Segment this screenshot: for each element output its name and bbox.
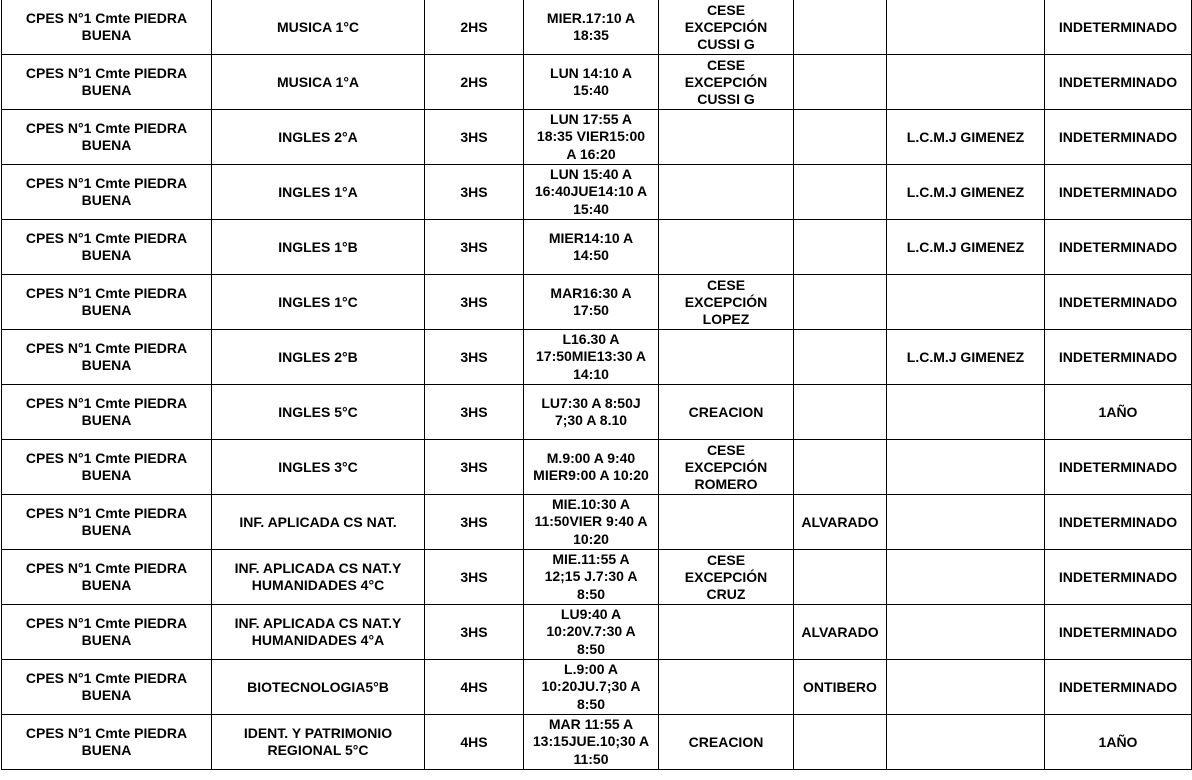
subject-cell-line: BIOTECNOLOGIA5°B [247, 678, 389, 695]
duration-cell [1045, 385, 1192, 440]
subject-cell-line: INF. APLICADA CS NAT.Y [234, 560, 402, 576]
school-cell [2, 385, 212, 440]
table-row [2, 605, 1192, 660]
schedule-cell-line: L.9:00 A [564, 660, 618, 677]
cause-cell [659, 0, 794, 55]
table-row [2, 385, 1192, 440]
cause-cell [659, 110, 794, 165]
teacher-b-cell [887, 605, 1045, 660]
duration-cell [1045, 110, 1192, 165]
duration-cell-text: 1AÑO [1098, 403, 1138, 420]
school-cell [2, 0, 212, 55]
teacher-a-cell [794, 55, 887, 110]
cause-cell-line: EXCEPCIÓN [684, 293, 768, 310]
teacher-a-cell [794, 0, 887, 55]
school-cell-line: BUENA [81, 632, 132, 648]
school-cell-line: BUENA [81, 302, 132, 318]
schedule-cell-line: LU9:40 A [560, 605, 622, 622]
school-cell [2, 275, 212, 330]
school-cell-line: BUENA [81, 577, 132, 593]
teacher-b-cell [887, 715, 1045, 770]
subject-cell [212, 330, 425, 385]
hours-cell [425, 275, 524, 330]
subject-cell-line: INGLES 1°B [278, 238, 358, 255]
subject-cell-line: HUMANIDADES 4°A [251, 632, 385, 648]
schedule-cell-line: 12;15 J.7:30 A [544, 568, 638, 585]
hours-cell [425, 385, 524, 440]
schedule-cell-line: 11:50VIER 9:40 A [534, 513, 648, 530]
school-cell-line: CPES N°1 Cmte PIEDRA [25, 175, 188, 191]
subject-cell-line: MUSICA 1°A [276, 73, 360, 90]
duration-cell-text: INDETERMINADO [1058, 568, 1178, 585]
hours-cell-text: 3HS [460, 568, 488, 585]
teacher-a-cell [794, 275, 887, 330]
school-cell [2, 550, 212, 605]
duration-cell [1045, 220, 1192, 275]
cause-cell-line: EXCEPCIÓN [684, 73, 768, 90]
school-cell [2, 660, 212, 715]
hours-cell [425, 165, 524, 220]
duration-cell-text: INDETERMINADO [1058, 678, 1178, 695]
cause-cell [659, 165, 794, 220]
duration-cell-text: INDETERMINADO [1058, 73, 1178, 90]
hours-cell-text: 3HS [460, 183, 488, 200]
schedule-cell [524, 55, 659, 110]
table-row [2, 165, 1192, 220]
schedule-cell-line: MIER14:10 A [548, 229, 634, 246]
cause-cell [659, 330, 794, 385]
schedule-cell [524, 660, 659, 715]
subject-cell [212, 220, 425, 275]
schedule-cell-line: 16:40JUE14:10 A [534, 183, 648, 200]
teacher-b-cell-line: L.C.M.J GIMENEZ [906, 238, 1025, 255]
cause-cell-line: CESE [706, 1, 746, 18]
schedule-cell-line: MIER.17:10 A [546, 9, 636, 26]
schedule-cell-line: 10:20V.7:30 A [546, 623, 636, 640]
schedule-cell-line: 18:35 VIER15:00 [536, 128, 646, 145]
cause-cell-line: LOPEZ [702, 310, 750, 327]
schedule-cell-line: 8:50 [576, 585, 606, 602]
cause-cell-line: EXCEPCIÓN [684, 458, 768, 475]
cause-cell [659, 275, 794, 330]
cause-cell-line: CREACION [688, 733, 764, 750]
duration-cell [1045, 660, 1192, 715]
school-cell-line: CPES N°1 Cmte PIEDRA [25, 505, 188, 521]
subject-cell [212, 385, 425, 440]
teacher-b-cell-line: L.C.M.J GIMENEZ [906, 128, 1025, 145]
teacher-a-cell-line: ALVARADO [801, 623, 879, 640]
hours-cell-text: 3HS [460, 348, 488, 365]
hours-cell [425, 440, 524, 495]
schedule-cell-line: M.9:00 A 9:40 [546, 449, 636, 466]
subject-cell [212, 495, 425, 550]
teacher-b-cell [887, 110, 1045, 165]
schedule-cell-line: 10:20 [573, 530, 609, 547]
teacher-b-cell [887, 495, 1045, 550]
duration-cell-text: INDETERMINADO [1058, 18, 1178, 35]
teacher-b-cell [887, 440, 1045, 495]
cause-cell-line: CESE [706, 276, 746, 293]
cause-cell-line: CREACION [688, 403, 764, 420]
hours-cell [425, 605, 524, 660]
table-row [2, 715, 1192, 770]
school-cell-line: BUENA [81, 467, 132, 483]
teacher-a-cell [794, 165, 887, 220]
schedule-cell [524, 440, 659, 495]
subject-cell-line: INGLES 1°C [278, 293, 358, 310]
duration-cell [1045, 330, 1192, 385]
school-cell [2, 605, 212, 660]
cause-cell [659, 440, 794, 495]
school-cell-line: BUENA [81, 192, 132, 208]
cause-cell-line: CRUZ [706, 585, 746, 602]
subject-cell-line: INF. APLICADA CS NAT.Y [234, 615, 402, 631]
schedule-cell [524, 385, 659, 440]
hours-cell-text: 2HS [460, 73, 488, 90]
teacher-a-cell [794, 550, 887, 605]
teacher-b-cell [887, 55, 1045, 110]
subject-cell-line: MUSICA 1°C [276, 18, 360, 35]
subject-cell-line: INGLES 1°A [278, 183, 358, 200]
teacher-a-cell [794, 605, 887, 660]
teacher-a-cell-line: ALVARADO [801, 513, 879, 530]
subject-cell [212, 275, 425, 330]
teacher-b-cell [887, 0, 1045, 55]
hours-cell [425, 220, 524, 275]
teacher-a-cell [794, 715, 887, 770]
hours-cell-text: 3HS [460, 293, 488, 310]
hours-cell-text: 3HS [460, 238, 488, 255]
school-cell-line: CPES N°1 Cmte PIEDRA [25, 670, 188, 686]
subject-cell [212, 165, 425, 220]
schedule-cell-line: LUN 17:55 A [550, 110, 632, 127]
hours-cell-text: 3HS [460, 128, 488, 145]
schedule-cell-line: 17:50MIE13:30 A [536, 348, 646, 365]
teacher-b-cell [887, 275, 1045, 330]
school-cell [2, 495, 212, 550]
school-cell-line: BUENA [81, 742, 132, 758]
schedule-cell-line: LUN 15:40 A [550, 165, 632, 182]
schedule-cell [524, 550, 659, 605]
school-cell [2, 715, 212, 770]
duration-cell [1045, 550, 1192, 605]
duration-cell-text: INDETERMINADO [1058, 458, 1178, 475]
schedule-cell-line: MAR 11:55 A [548, 715, 634, 732]
teacher-b-cell [887, 550, 1045, 605]
table-row [2, 495, 1192, 550]
schedule-cell-line: 14:10 [573, 365, 609, 382]
cause-cell [659, 220, 794, 275]
duration-cell [1045, 0, 1192, 55]
school-cell [2, 165, 212, 220]
table-row [2, 440, 1192, 495]
subject-cell [212, 550, 425, 605]
duration-cell [1045, 440, 1192, 495]
table-row [2, 330, 1192, 385]
schedule-cell [524, 495, 659, 550]
hours-cell [425, 715, 524, 770]
school-cell [2, 110, 212, 165]
subject-cell-line: IDENT. Y PATRIMONIO [243, 725, 393, 741]
table-row [2, 55, 1192, 110]
subject-cell [212, 55, 425, 110]
table-row [2, 0, 1192, 55]
table-body [2, 0, 1192, 770]
teacher-a-cell [794, 495, 887, 550]
duration-cell-text: INDETERMINADO [1058, 238, 1178, 255]
schedule-cell-line: 13:15JUE.10;30 A [532, 733, 650, 750]
school-cell-line: CPES N°1 Cmte PIEDRA [25, 285, 188, 301]
school-cell-line: BUENA [81, 357, 132, 373]
schedule-cell [524, 275, 659, 330]
hours-cell-text: 2HS [460, 18, 488, 35]
school-cell-line: CPES N°1 Cmte PIEDRA [25, 230, 188, 246]
schedule-cell [524, 0, 659, 55]
schedule-cell [524, 220, 659, 275]
cause-cell [659, 660, 794, 715]
schedule-cell-line: 18:35 [573, 27, 609, 43]
schedule-cell [524, 165, 659, 220]
hours-cell [425, 110, 524, 165]
school-cell-line: CPES N°1 Cmte PIEDRA [25, 615, 188, 631]
hours-cell-text: 3HS [460, 623, 488, 640]
schedule-cell-line: MIE.10:30 A [551, 495, 631, 512]
schedule-cell-line: L16.30 A [562, 330, 620, 347]
duration-cell [1045, 55, 1192, 110]
hours-cell-text: 3HS [460, 513, 488, 530]
hours-cell-text: 4HS [460, 733, 488, 750]
duration-cell [1045, 605, 1192, 660]
teacher-a-cell [794, 440, 887, 495]
school-cell-line: CPES N°1 Cmte PIEDRA [25, 450, 188, 466]
cause-cell-line: EXCEPCIÓN [684, 568, 768, 585]
subject-cell-line: INGLES 3°C [278, 458, 358, 475]
duration-cell-text: INDETERMINADO [1058, 128, 1178, 145]
cause-cell-line: CESE [706, 441, 746, 458]
schedule-cell-line: 8:50 [576, 695, 606, 712]
school-cell-line: CPES N°1 Cmte PIEDRA [25, 10, 188, 26]
teacher-a-cell-line: ONTIBERO [803, 678, 877, 695]
teacher-b-cell [887, 385, 1045, 440]
hours-cell [425, 330, 524, 385]
table-row [2, 660, 1192, 715]
schedule-cell-line: A 16:20 [566, 145, 616, 162]
school-cell-line: CPES N°1 Cmte PIEDRA [25, 560, 188, 576]
table-row [2, 550, 1192, 605]
duration-cell-text: INDETERMINADO [1058, 348, 1178, 365]
school-cell [2, 55, 212, 110]
subject-cell [212, 660, 425, 715]
schedule-cell-line: MIE.11:55 A [552, 550, 630, 567]
subject-cell-line: INGLES 5°C [278, 403, 358, 420]
schedule-cell [524, 605, 659, 660]
schedule-cell-line: 8:50 [576, 640, 606, 657]
school-cell-line: BUENA [81, 687, 132, 703]
subject-cell-line: REGIONAL 5°C [267, 742, 369, 758]
schedule-cell [524, 715, 659, 770]
table-row [2, 110, 1192, 165]
teacher-a-cell [794, 110, 887, 165]
schedule-cell-line: 15:40 [573, 82, 609, 98]
schedule-cell-line: 7;30 A 8.10 [554, 412, 628, 428]
cause-cell-line: CESE [706, 56, 746, 73]
cause-cell-line: ROMERO [694, 475, 758, 492]
schedule-cell-line: MIER9:00 A 10:20 [533, 467, 649, 483]
subject-cell-line: INGLES 2°A [278, 128, 358, 145]
schedule-cell-line: 17:50 [573, 302, 609, 318]
school-cell-line: CPES N°1 Cmte PIEDRA [25, 395, 188, 411]
duration-cell-text: INDETERMINADO [1058, 513, 1178, 530]
cause-cell [659, 495, 794, 550]
hours-cell-text: 3HS [460, 458, 488, 475]
teacher-b-cell [887, 220, 1045, 275]
hours-cell [425, 550, 524, 605]
school-cell-line: CPES N°1 Cmte PIEDRA [25, 65, 188, 81]
schedule-cell-line: 14:50 [573, 247, 609, 263]
schedule-cell-line: 10:20JU.7;30 A [541, 678, 641, 695]
schedule-cell-line: 11:50 [573, 750, 609, 767]
table-row [2, 220, 1192, 275]
school-cell-line: BUENA [81, 412, 132, 428]
school-cell [2, 220, 212, 275]
duration-cell [1045, 495, 1192, 550]
designations-table [1, 0, 1192, 770]
school-cell [2, 440, 212, 495]
subject-cell-line: HUMANIDADES 4°C [251, 577, 385, 593]
duration-cell-text: INDETERMINADO [1058, 623, 1178, 640]
hours-cell [425, 660, 524, 715]
cause-cell-line: CESE [706, 551, 746, 568]
schedule-cell [524, 330, 659, 385]
subject-cell [212, 110, 425, 165]
subject-cell-line: INGLES 2°B [278, 348, 358, 365]
hours-cell [425, 0, 524, 55]
schedule-cell-line: MAR16:30 A [550, 284, 632, 301]
cause-cell-line: CUSSI G [697, 90, 755, 107]
teacher-b-cell [887, 660, 1045, 715]
teacher-a-cell [794, 330, 887, 385]
cause-cell-line: EXCEPCIÓN [684, 18, 768, 35]
school-cell-line: CPES N°1 Cmte PIEDRA [25, 120, 188, 136]
teacher-b-cell-line: L.C.M.J GIMENEZ [906, 183, 1025, 200]
cause-cell-line: CUSSI G [697, 35, 755, 52]
hours-cell-text: 4HS [460, 678, 488, 695]
school-cell [2, 330, 212, 385]
duration-cell-text: INDETERMINADO [1058, 183, 1178, 200]
duration-cell-text: INDETERMINADO [1058, 293, 1178, 310]
school-cell-line: BUENA [81, 27, 132, 43]
subject-cell [212, 0, 425, 55]
school-cell-line: CPES N°1 Cmte PIEDRA [25, 725, 188, 741]
subject-cell-line: INF. APLICADA CS NAT. [239, 513, 397, 530]
hours-cell [425, 495, 524, 550]
school-cell-line: CPES N°1 Cmte PIEDRA [25, 340, 188, 356]
duration-cell-text: 1AÑO [1098, 733, 1138, 750]
teacher-b-cell [887, 330, 1045, 385]
school-cell-line: BUENA [81, 82, 132, 98]
school-cell-line: BUENA [81, 137, 132, 153]
subject-cell [212, 715, 425, 770]
schedule-cell-line: LUN 14:10 A [550, 64, 632, 81]
subject-cell [212, 440, 425, 495]
hours-cell [425, 55, 524, 110]
teacher-a-cell [794, 385, 887, 440]
teacher-a-cell [794, 220, 887, 275]
cause-cell [659, 55, 794, 110]
cause-cell [659, 715, 794, 770]
school-cell-line: BUENA [81, 247, 132, 263]
duration-cell [1045, 275, 1192, 330]
subject-cell [212, 605, 425, 660]
hours-cell-text: 3HS [460, 403, 488, 420]
teacher-a-cell [794, 660, 887, 715]
schedule-cell-line: LU7:30 A 8:50J [541, 394, 641, 411]
cause-cell [659, 550, 794, 605]
table-row [2, 275, 1192, 330]
cause-cell [659, 605, 794, 660]
teacher-b-cell-line: L.C.M.J GIMENEZ [906, 348, 1025, 365]
schedule-cell-line: 15:40 [573, 200, 609, 217]
school-cell-line: BUENA [81, 522, 132, 538]
teacher-b-cell [887, 165, 1045, 220]
duration-cell [1045, 715, 1192, 770]
cause-cell [659, 385, 794, 440]
schedule-cell [524, 110, 659, 165]
duration-cell [1045, 165, 1192, 220]
